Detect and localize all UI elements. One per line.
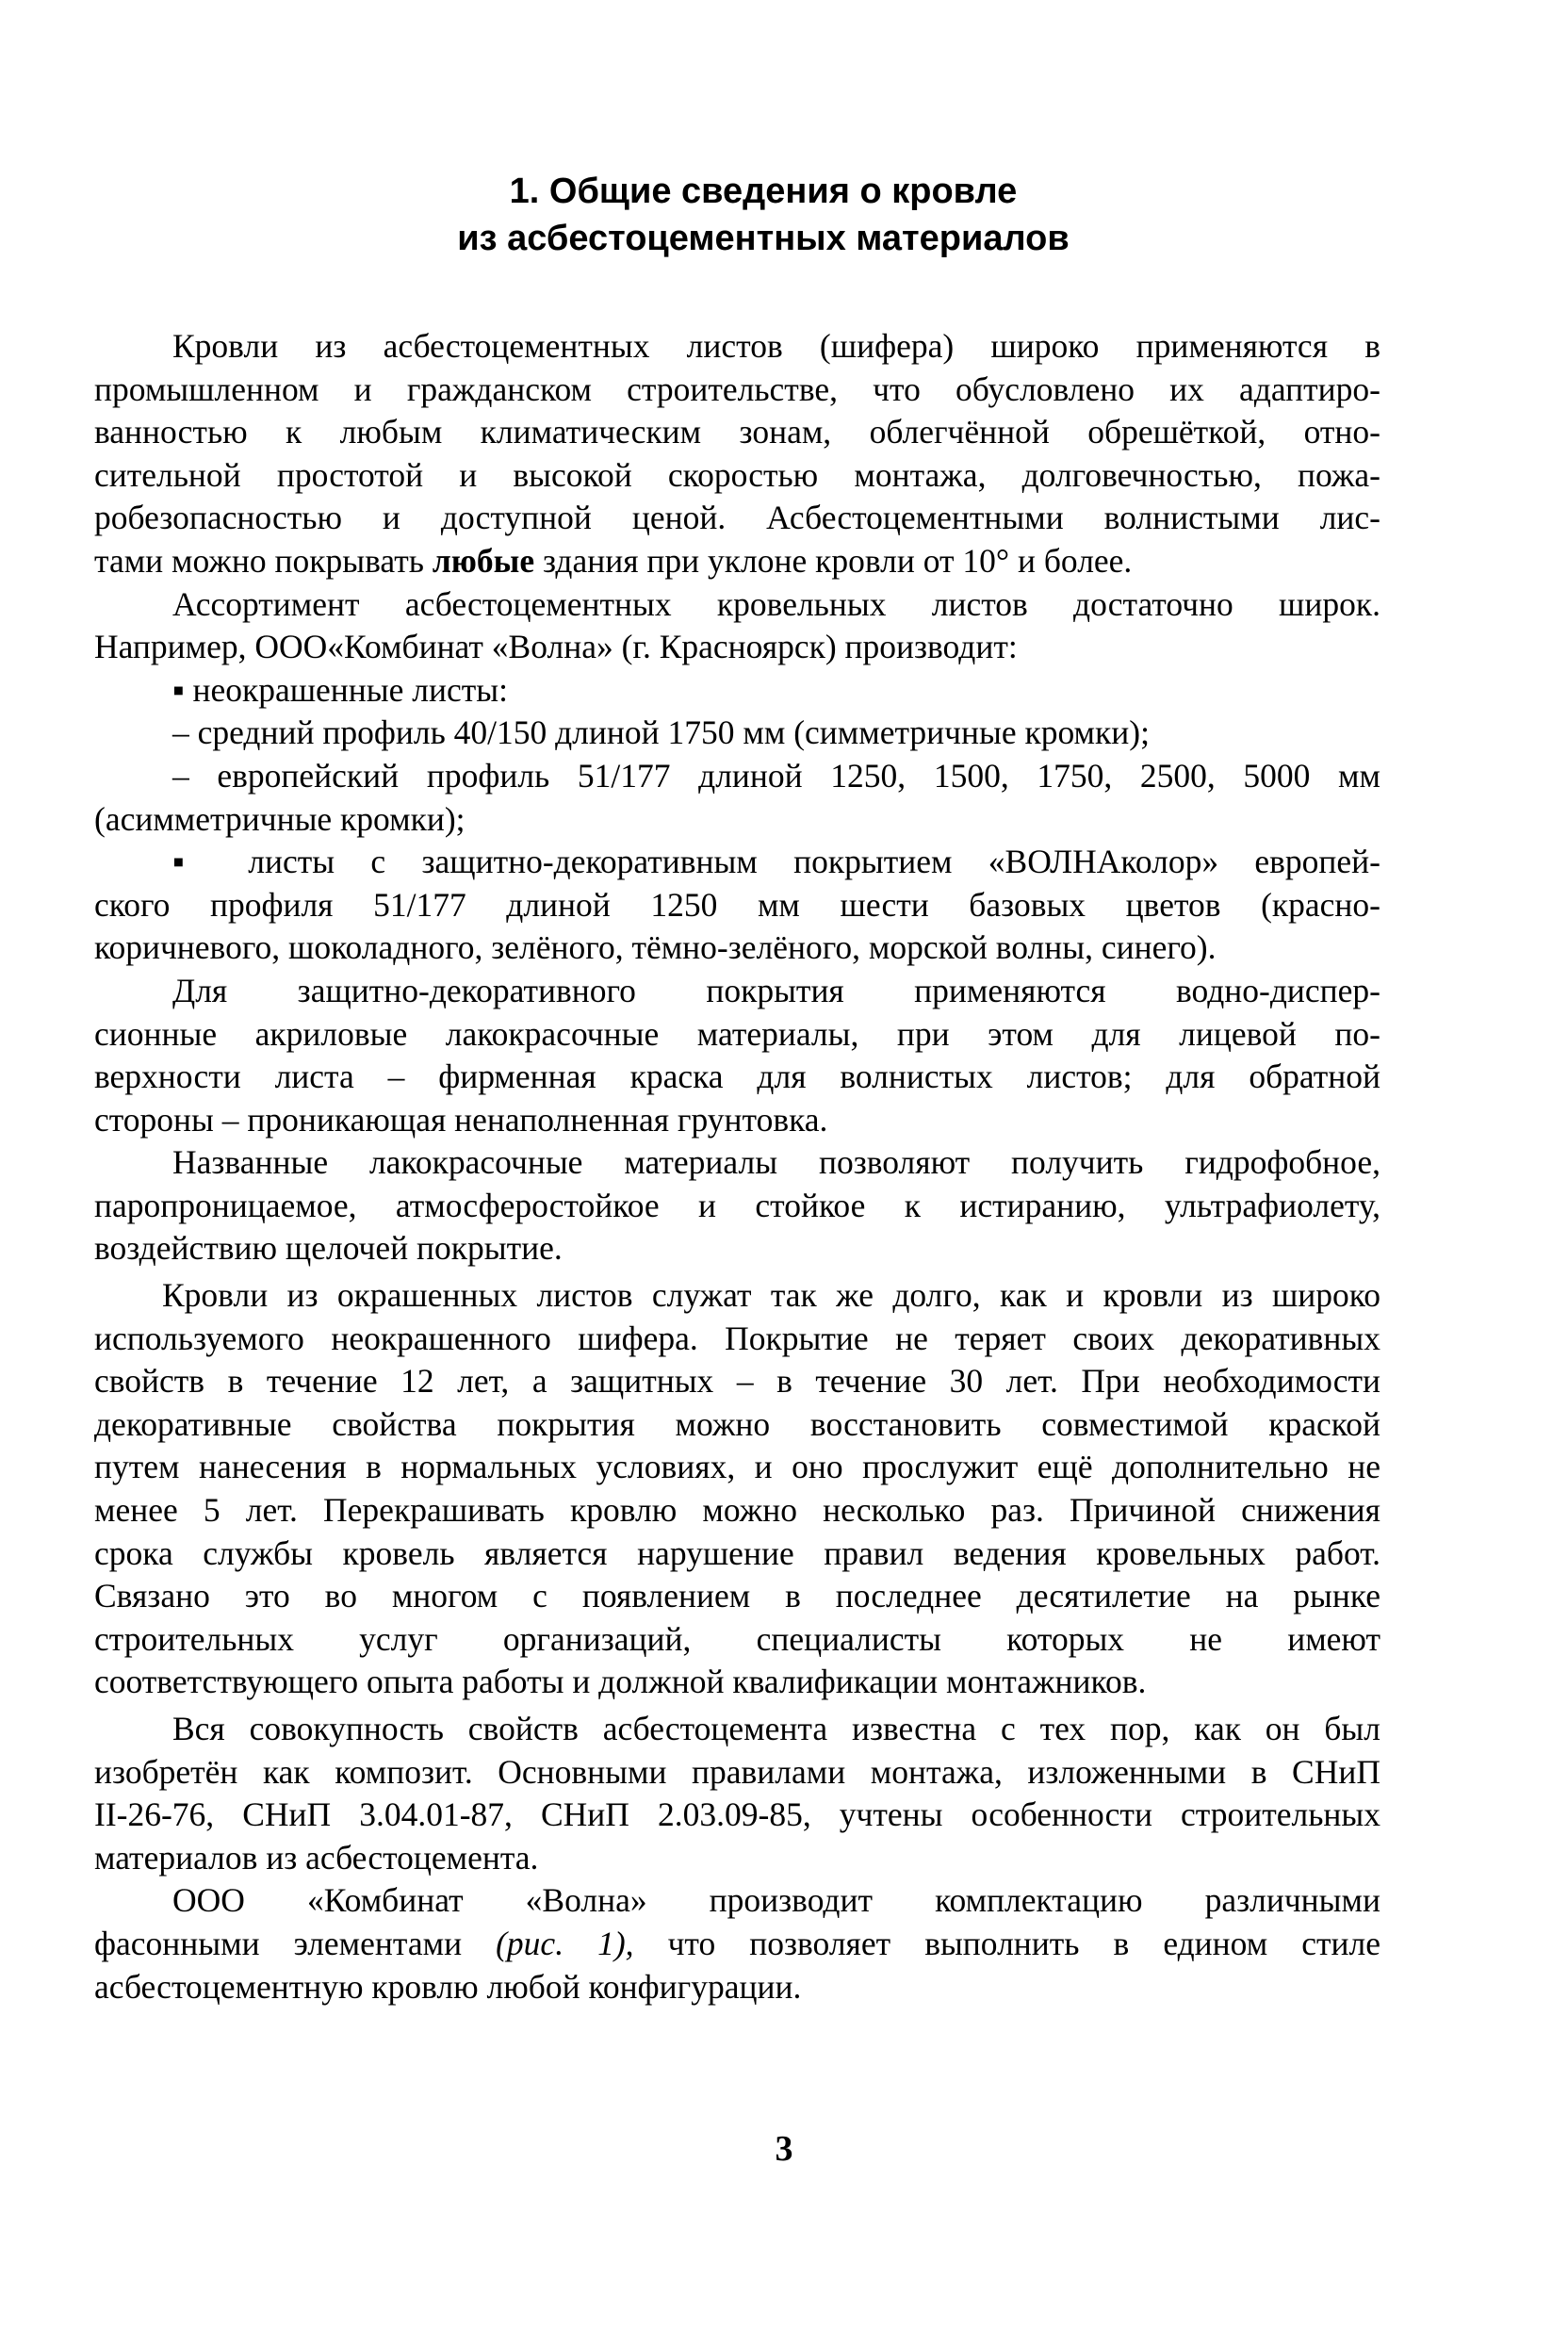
text-line: верхности листа – фирменная краска для волнистых листов; для обратной: [94, 1057, 1380, 1096]
text-line: используемого неокрашенного шифера. Покрытие не теряет своих декоративных: [94, 1319, 1380, 1357]
text-line: срока службы кровель является нарушение правил ведения кровельных работ.: [94, 1533, 1380, 1572]
text-line: робезопасностью и доступной ценой. Асбестоцементными волнистыми лис-: [94, 499, 1380, 537]
paragraph-6: [94, 1708, 1380, 1879]
list-item: ▪ листы с защитно-декоративным покрытием «ВОЛНАколор» европей-: [172, 843, 1380, 881]
paragraph-1: [94, 325, 1380, 583]
list-item: ▪ неокрашенные листы:: [172, 670, 508, 709]
text-line: стороны – проникающая ненаполненная грунтовка.: [94, 1100, 828, 1139]
text-line: путем нанесения в нормальных условиях, и оно прослужит ещё дополнительно не: [94, 1448, 1380, 1486]
list-item-continuation: (асимметричные кромки);: [94, 799, 466, 838]
text-run: фасонными элементами: [94, 1924, 497, 1962]
text-line: сительной простотой и высокой скоростью монтажа, долговечностью, пожа-: [94, 455, 1380, 494]
product-list: [94, 669, 1380, 970]
text-line: менее 5 лет. Перекрашивать кровлю можно несколько раз. Причиной снижения: [94, 1491, 1380, 1530]
text-line: изобретён как композит. Основными правилами монтажа, изложенными в СНиП: [94, 1752, 1380, 1791]
text-line: Например, ООО«Комбинат «Волна» (г. Красноярск) производит:: [94, 628, 1018, 666]
text-line: Кровли из окрашенных листов служат так же долго, как и кровли из широко: [162, 1276, 1380, 1315]
text-line: II-26-76, СНиП 3.04.01-87, СНиП 2.03.09-85, учтены особенности строительных: [94, 1795, 1380, 1834]
text-line: ООО «Комбинат «Волна» производит комплектацию различными: [172, 1881, 1380, 1920]
text-line: Ассортимент асбестоцементных кровельных листов достаточно широк.: [172, 584, 1380, 623]
paragraph-4: [94, 1141, 1380, 1270]
text-line: [94, 540, 1380, 583]
text-line: Вся совокупность свойств асбестоцемента известна с тех пор, как он был: [172, 1710, 1380, 1747]
figure-reference: (рис. 1),: [496, 1924, 634, 1962]
list-item: – европейский профиль 51/177 длиной 1250, 1500, 1750, 2500, 5000 мм: [172, 756, 1380, 795]
section-title: [245, 168, 1282, 262]
paragraph-2: [94, 583, 1380, 669]
text-run: что позволяет выполнить в едином стиле: [633, 1924, 1380, 1962]
body-text: [94, 325, 1380, 2008]
text-line: ванностью к любым климатическим зонам, облегчённой обрешёткой, отно-: [94, 413, 1380, 451]
text-line: материалов из асбестоцемента.: [94, 1838, 539, 1877]
paragraph-3: [94, 970, 1380, 1141]
bold-text: любые: [432, 541, 535, 580]
text-line: Связано это во многом с появлением в последнее десятилетие на рынке: [94, 1577, 1380, 1615]
text-line: строительных услуг организаций, специалисты которых не имеют: [94, 1619, 1380, 1658]
title-line-1: 1. Общие сведения о кровле: [509, 172, 1018, 211]
text-line: промышленном и гражданском строительстве, что обусловлено их адаптиро-: [94, 369, 1380, 408]
paragraph-7: [94, 1879, 1380, 2008]
text-line: Кровли из асбестоцементных листов (шифера) широко применяются в: [172, 327, 1380, 365]
list-item: – средний профиль 40/150 длиной 1750 мм (симметричные кромки);: [172, 713, 1150, 752]
text-run: тами можно покрывать: [94, 541, 433, 580]
text-line: декоративные свойства покрытия можно восстановить совместимой краской: [94, 1404, 1380, 1443]
list-item-continuation: коричневого, шоколадного, зелёного, тёмно-зелёного, морской волны, синего).: [94, 928, 1217, 967]
text-line: [94, 1923, 1380, 1966]
text-line: асбестоцементную кровлю любой конфигурации.: [94, 1967, 802, 2006]
text-line: сионные акриловые лакокрасочные материалы, при этом для лицевой по-: [94, 1014, 1380, 1053]
text-run: здания при уклоне кровли от 10° и более.: [534, 541, 1133, 580]
text-line: соответствующего опыта работы и должной квалификации монтажников.: [94, 1663, 1147, 1701]
list-item-continuation: ского профиля 51/177 длиной 1250 мм шести базовых цветов (красно-: [94, 885, 1380, 924]
title-line-2: из асбестоцементных материалов: [457, 219, 1070, 258]
text-line: воздействию щелочей покрытие.: [94, 1229, 563, 1268]
text-line: Для защитно-декоративного покрытия применяются водно-диспер-: [172, 971, 1380, 1009]
page-number: 3: [775, 2129, 793, 2169]
paragraph-5: [94, 1274, 1380, 1704]
text-line: Названные лакокрасочные материалы позволяют получить гидрофобное,: [172, 1143, 1380, 1182]
text-line: паропроницаемое, атмосферостойкое и стойкое к истиранию, ультрафиолету,: [94, 1186, 1380, 1224]
text-line: свойств в течение 12 лет, а защитных – в течение 30 лет. При необходимости: [94, 1362, 1380, 1401]
